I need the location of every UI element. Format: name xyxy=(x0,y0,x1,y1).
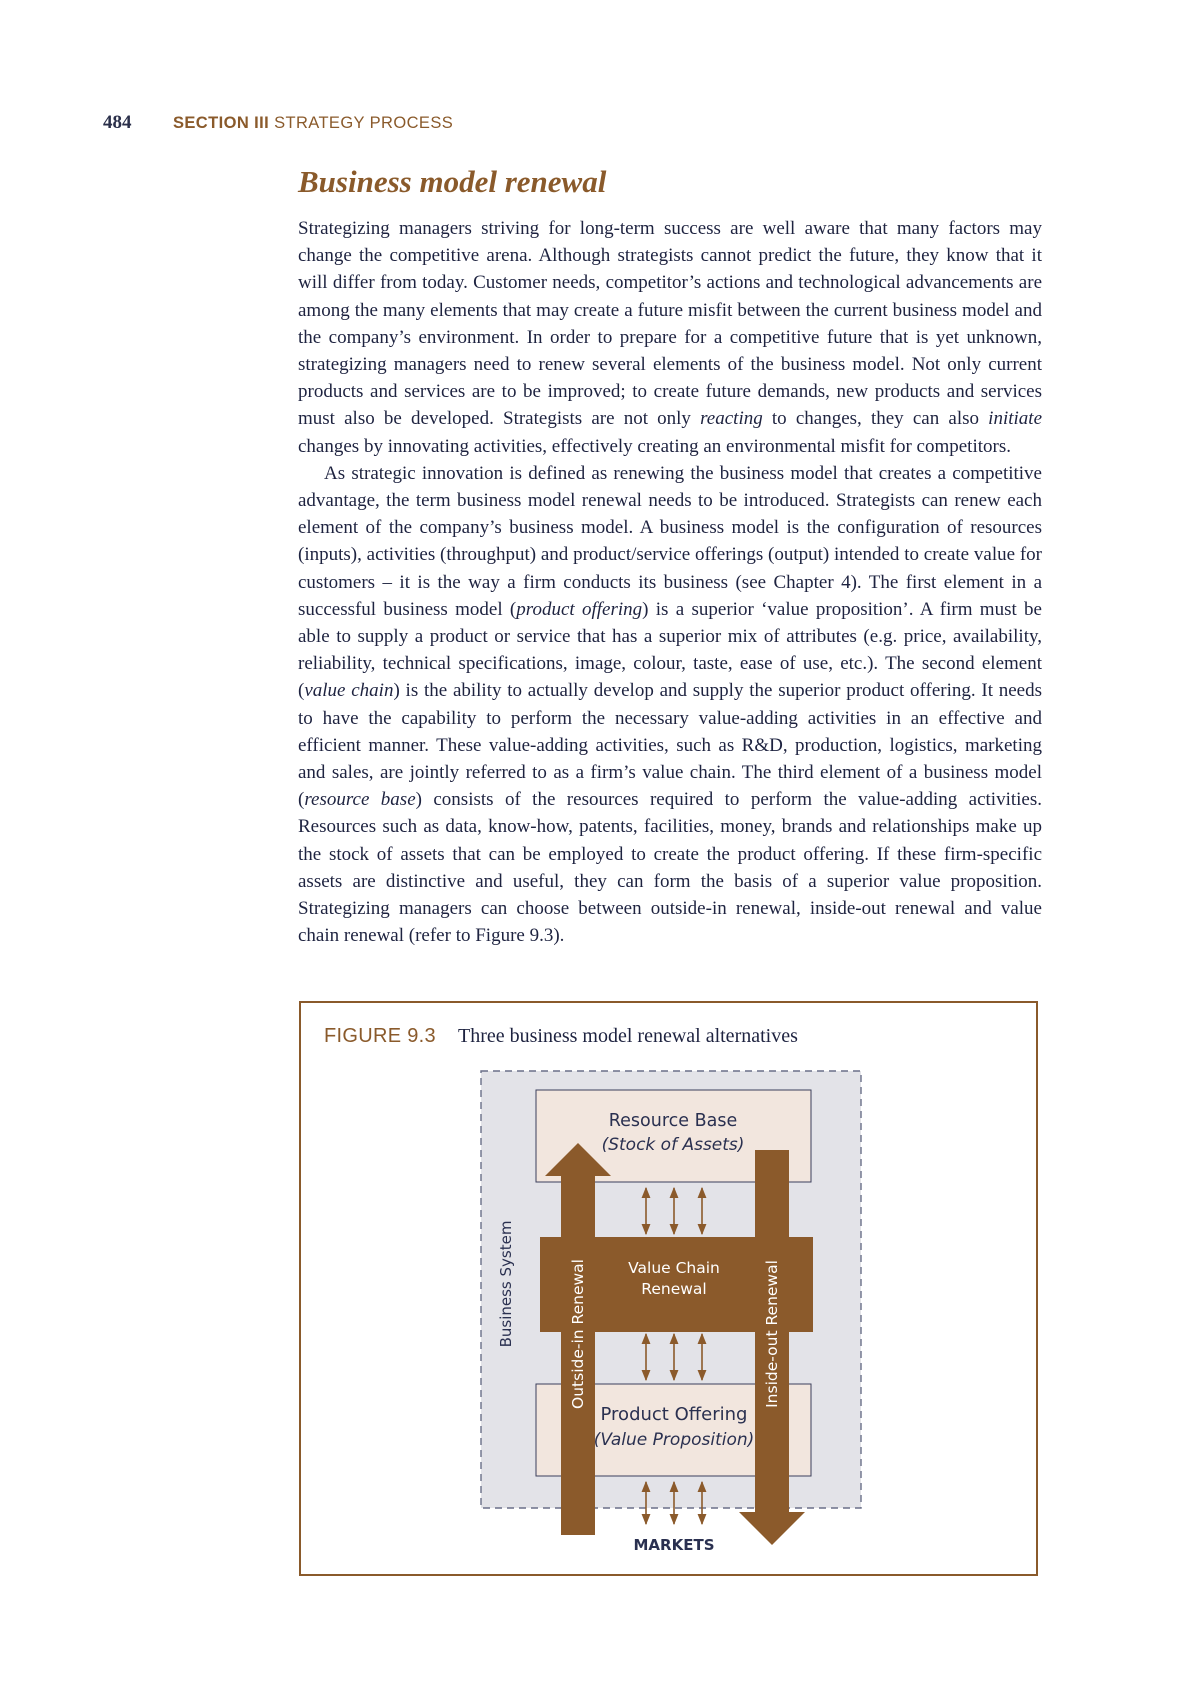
paragraph-2-text-c: ) is the ability to actually develop and supply the superior product offering. It needs to have the capability to perform the necessary value-adding activities in an effective and efficient manner. These value-adding activities, such as R&D, production, logistics, marketing and sales, are jointly referred to as a firm’s value chain. The third element of a business model ( xyxy=(298,680,1043,811)
resource-base-subtitle: (Stock of Assets) xyxy=(601,1135,745,1155)
inside-out-renewal-label: Inside-out Renewal xyxy=(763,1260,781,1408)
emphasis-resource-base: resource base xyxy=(304,789,416,811)
resource-base-title: Resource Base xyxy=(608,1111,738,1131)
markets-label: MARKETS xyxy=(633,1536,715,1554)
emphasis-value-chain: value chain xyxy=(304,680,394,702)
paragraph-2-text-d: ) consists of the resources required to perform the value-adding activities. Resources such as data, know-how, patents, facilities, money, brands and relationships make up the stock of assets that can be employed to create the product offering. If these firm-specific assets are distinctive and useful, they can form the basis of a superior value proposition. Strategizing managers can choose between outside-in renewal, inside-out renewal and value chain renewal (refer to Figure 9.3). xyxy=(298,789,1042,947)
section-title: Business model renewal xyxy=(298,164,607,199)
outside-in-renewal-label: Outside-in Renewal xyxy=(569,1259,587,1409)
figure-label: FIGURE 9.3 xyxy=(324,1025,436,1047)
figure-caption: Three business model renewal alternatives xyxy=(458,1025,798,1047)
paragraph-1-text-c: changes by innovating activities, effectively creating an environmental misfit for competitors. xyxy=(298,435,1011,457)
paragraph-2-text-b: ) is a superior ‘value proposition’. A firm must be able to supply a product or service that has a superior mix of attributes (e.g. price, availability, reliability, technical specifications, image, colour, taste, ease of use, etc.). The second element ( xyxy=(298,598,1042,702)
section-name: STRATEGY PROCESS xyxy=(274,114,454,132)
value-chain-renewal-line1: Value Chain xyxy=(628,1259,720,1277)
emphasis-initiate: initiate xyxy=(988,408,1042,430)
page-number: 484 xyxy=(103,112,132,133)
product-offering-subtitle: (Value Proposition) xyxy=(593,1430,755,1450)
section-label: SECTION III xyxy=(173,114,270,132)
paragraph-1-text-b: to changes, they can also xyxy=(762,408,989,430)
emphasis-reacting: reacting xyxy=(700,408,763,430)
business-system-label: Business System xyxy=(497,1220,515,1348)
paragraph-1-text-a: Strategizing managers striving for long-term success are well aware that many factors may change the competitive arena. Although strategists cannot predict the future, they know that it will differ from today. Customer needs, competitor’s actions and technological advancements are among the many elements that may create a future misfit between the current business model and the company’s environment. In order to prepare for a competitive future that is yet unknown, strategizing managers need to renew several elements of the business model. Not only current products and services are to be improved; to create future demands, new products and services must also be developed. Strategists are not only xyxy=(298,218,1042,430)
emphasis-product-offering: product offering xyxy=(516,598,643,620)
paragraph-2-text-a: As strategic innovation is defined as renewing the business model that creates a competitive advantage, the term business model renewal needs to be introduced. Strategists can renew each element of the company’s business model. A business model is the configuration of resources (inputs), activities (throughput) and product/service offerings (output) intended to create value for customers – it is the way a firm conducts its business (see Chapter 4). The first element in a successful business model ( xyxy=(298,462,1042,620)
product-offering-title: Product Offering xyxy=(600,1404,748,1425)
value-chain-renewal-line2: Renewal xyxy=(641,1280,707,1298)
